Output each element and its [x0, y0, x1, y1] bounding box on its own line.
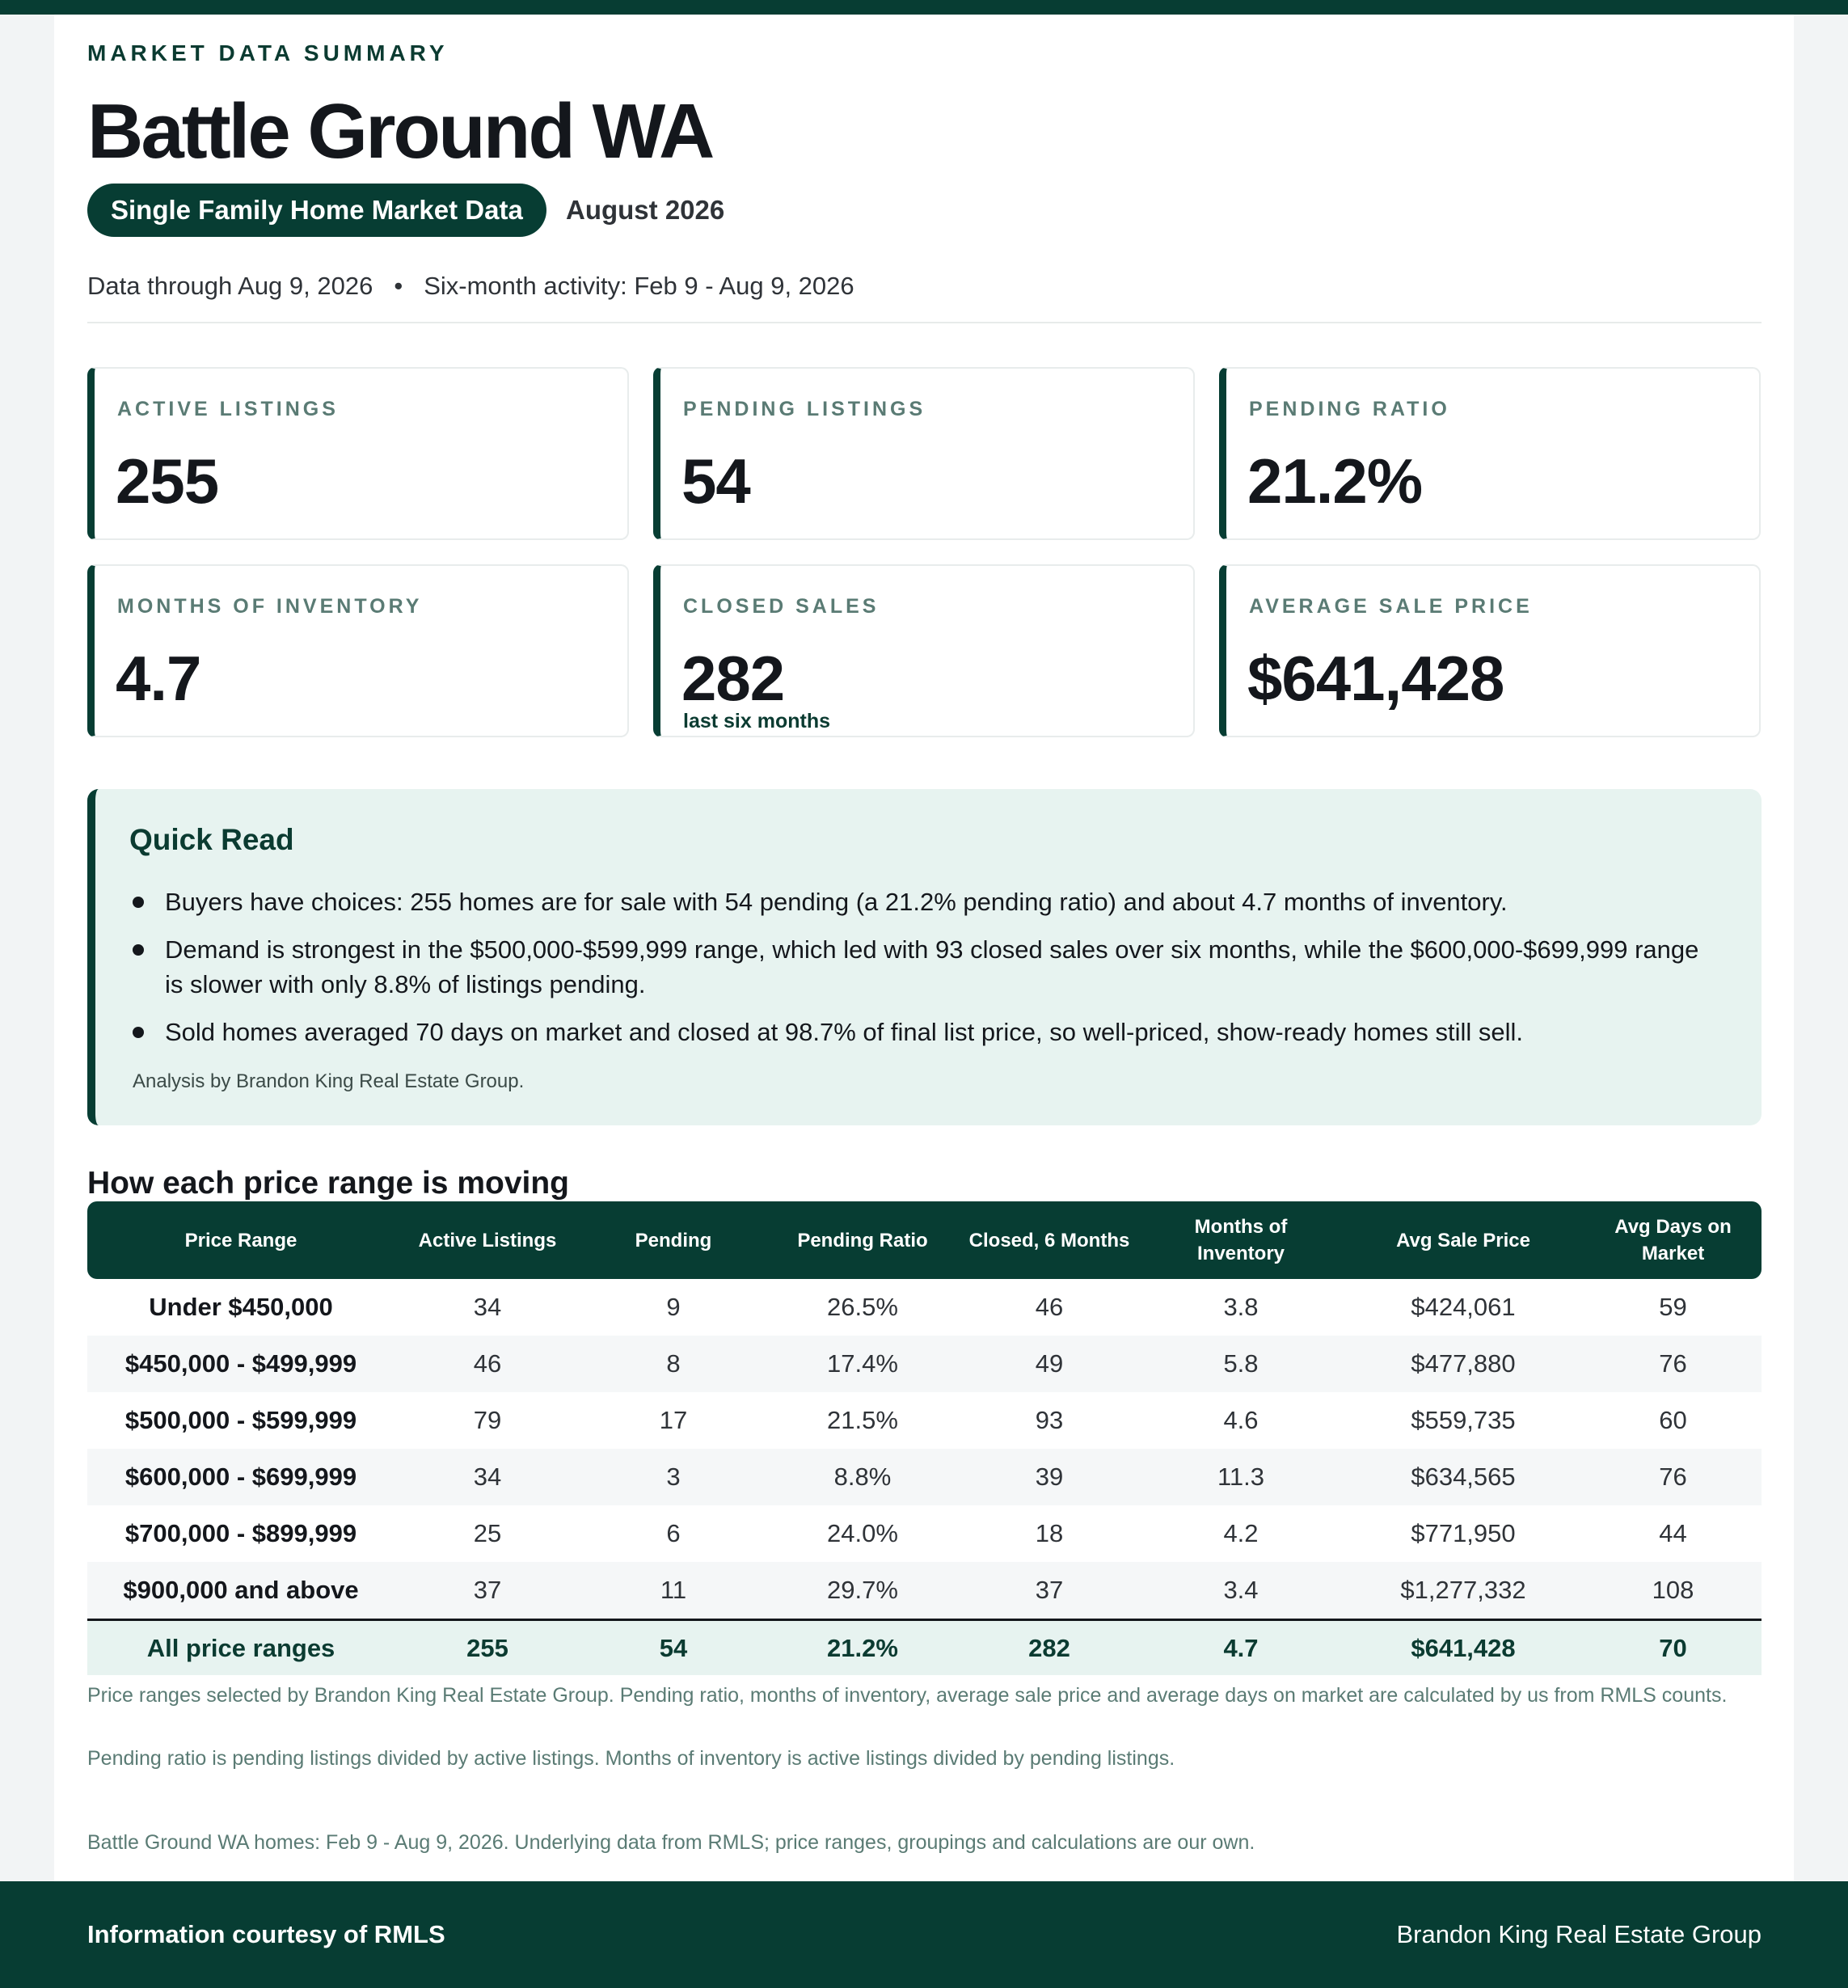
table-cell: 3: [666, 1463, 681, 1491]
table-cell: 9: [666, 1293, 681, 1321]
column-header: Avg Days on Market: [1614, 1216, 1732, 1264]
table-note-definitions: Pending ratio is pending listings divided by active listings. Months of inventory is active listings divided by pending listings.: [87, 1747, 1175, 1770]
stat-subtext: last six months: [683, 710, 830, 732]
table-cell: 93: [1035, 1406, 1064, 1434]
table-cell: 17: [659, 1406, 688, 1434]
stat-value: $641,428: [1247, 643, 1504, 714]
stat-card-pending-listings: [653, 367, 1195, 540]
stat-card-active-listings: [87, 367, 629, 540]
analysis-credit: Analysis by Brandon King Real Estate Group.: [133, 1070, 525, 1092]
footer-brokerage-name: Brandon King Real Estate Group: [1396, 1920, 1762, 1948]
stat-label: CLOSED SALES: [683, 595, 880, 618]
price-range-cell: $600,000 - $699,999: [124, 1463, 357, 1491]
price-range-table: [87, 1201, 1762, 1675]
quick-read-bullet: Buyers have choices: 255 homes are for sale with 54 pending (a 21.2% pending ratio) and about 4.7 months of inventory.: [129, 884, 1714, 919]
source-note: Battle Ground WA homes: Feb 9 - Aug 9, 2026. Underlying data from RMLS; price ranges, groupings and calculations are our own.: [87, 1831, 1255, 1854]
table-header-row: [87, 1201, 1762, 1279]
stat-value: 4.7: [116, 643, 201, 714]
table-cell: 34: [473, 1293, 502, 1321]
table-cell: 39: [1035, 1463, 1064, 1491]
table-cell: 8.8%: [833, 1463, 892, 1491]
stat-label: ACTIVE LISTINGS: [117, 398, 339, 420]
table-cell: 54: [659, 1633, 688, 1662]
column-header: Months of Inventory: [1194, 1216, 1288, 1264]
table-cell: $424,061: [1411, 1293, 1516, 1321]
table-cell: 79: [473, 1406, 502, 1434]
table-cell: 11: [660, 1576, 687, 1604]
stat-card-months-of-inventory: [87, 564, 629, 737]
quick-read-title: Quick Read: [129, 823, 294, 856]
quick-read-list: [129, 884, 1714, 1062]
table-cell: 4.7: [1223, 1633, 1259, 1662]
market-type-pill: Single Family Home Market Data: [87, 184, 546, 237]
table-note-methodology: Price ranges selected by Brandon King Real Estate Group. Pending ratio, months of inventory, average sale price and average days on market are calculated by us from RMLS counts.: [87, 1684, 1728, 1707]
table-cell: 29.7%: [827, 1576, 898, 1604]
price-range-cell: $450,000 - $499,999: [124, 1349, 357, 1378]
table-cell: 34: [473, 1463, 502, 1491]
table-cell: 5.8: [1223, 1349, 1259, 1378]
eyebrow-label: MARKET DATA SUMMARY: [87, 40, 449, 65]
price-range-cell: $900,000 and above: [123, 1576, 359, 1604]
table-title: How each price range is moving: [87, 1166, 570, 1201]
table-cell: 25: [473, 1519, 502, 1547]
header-divider: [87, 322, 1762, 323]
table-cell: $641,428: [1411, 1633, 1516, 1662]
stat-card-pending-ratio: [1219, 367, 1761, 540]
stat-label: MONTHS OF INVENTORY: [117, 595, 423, 618]
table-row: [87, 1449, 1762, 1505]
table-cell: 44: [1659, 1519, 1687, 1547]
column-header: Price Range: [184, 1229, 297, 1251]
column-header: Avg Sale Price: [1396, 1229, 1530, 1251]
data-through-text: Data through Aug 9, 2026: [87, 272, 373, 300]
quick-read-bullet: Demand is strongest in the $500,000-$599,999 range, which led with 93 closed sales over six months, while the $600,000-$699,999 range is slower with only 8.8% of listings pending.: [129, 932, 1714, 1002]
stat-label: AVERAGE SALE PRICE: [1249, 595, 1533, 618]
table-cell: $1,277,332: [1400, 1576, 1526, 1604]
top-accent-bar: [0, 0, 1848, 15]
table-cell: 8: [666, 1349, 681, 1378]
table-row: [87, 1336, 1762, 1392]
table-cell: 49: [1035, 1349, 1064, 1378]
table-row: [87, 1505, 1762, 1562]
table-cell: 255: [466, 1633, 508, 1662]
table-cell: 37: [1035, 1576, 1064, 1604]
stat-value: 21.2%: [1247, 445, 1423, 517]
report-sheet: [54, 15, 1794, 1881]
stat-value: 54: [681, 445, 750, 517]
table-cell: 46: [1035, 1293, 1064, 1321]
table-cell: 4.6: [1223, 1406, 1259, 1434]
table-cell: 26.5%: [827, 1293, 898, 1321]
table-cell: 76: [1659, 1349, 1687, 1378]
meta-separator: •: [394, 272, 403, 300]
stat-card-average-sale-price: [1219, 564, 1761, 737]
data-range-meta: [87, 272, 854, 301]
column-header: Pending: [635, 1229, 712, 1251]
table-cell: 17.4%: [827, 1349, 898, 1378]
table-body: [87, 1279, 1762, 1675]
table-cell: 60: [1659, 1406, 1687, 1434]
table-cell: $477,880: [1411, 1349, 1516, 1378]
table-cell: 108: [1652, 1576, 1694, 1604]
table-cell: 37: [473, 1576, 502, 1604]
table-cell: $771,950: [1411, 1519, 1516, 1547]
table-cell: 21.5%: [827, 1406, 898, 1434]
page-title: Battle Ground WA: [87, 88, 713, 175]
column-header: Active Listings: [418, 1229, 557, 1251]
table-cell: 18: [1035, 1519, 1064, 1547]
table-cell: 21.2%: [827, 1633, 898, 1662]
stat-value: 255: [116, 445, 219, 517]
table-cell: 3.4: [1223, 1576, 1259, 1604]
stat-label: PENDING LISTINGS: [683, 398, 926, 420]
table-cell: $634,565: [1411, 1463, 1516, 1491]
price-range-cell: $700,000 - $899,999: [124, 1519, 357, 1547]
table-row: [87, 1279, 1762, 1336]
table-cell: $559,735: [1411, 1406, 1516, 1434]
price-range-cell: Under $450,000: [149, 1293, 333, 1321]
table-cell: 46: [473, 1349, 502, 1378]
table-cell: 282: [1028, 1633, 1070, 1662]
price-range-cell: $500,000 - $599,999: [124, 1406, 357, 1434]
table-cell: 59: [1659, 1293, 1687, 1321]
stat-card-closed-sales: [653, 564, 1195, 737]
column-header: Pending Ratio: [797, 1229, 928, 1251]
quick-read-panel: [87, 789, 1762, 1125]
column-header: Closed, 6 Months: [968, 1229, 1130, 1251]
table-cell: 76: [1659, 1463, 1687, 1491]
quick-read-bullet: Sold homes averaged 70 days on market and closed at 98.7% of final list price, so well-priced, show-ready homes still sell.: [129, 1015, 1714, 1049]
table-cell: 4.2: [1223, 1519, 1259, 1547]
stat-label: PENDING RATIO: [1249, 398, 1450, 420]
table-row: [87, 1562, 1762, 1619]
stat-value: 282: [681, 643, 785, 714]
footer-source-credit: Information courtesy of RMLS: [87, 1920, 445, 1948]
report-month: August 2026: [566, 195, 725, 225]
table-cell: 11.3: [1217, 1463, 1265, 1491]
price-range-cell: All price ranges: [146, 1633, 335, 1662]
footer-bar: [0, 1881, 1848, 1988]
activity-range-text: Six-month activity: Feb 9 - Aug 9, 2026: [424, 272, 854, 300]
table-total-row: [87, 1619, 1762, 1675]
table-cell: 3.8: [1223, 1293, 1259, 1321]
table-cell: 70: [1659, 1633, 1687, 1662]
table-cell: 6: [666, 1519, 681, 1547]
table-cell: 24.0%: [827, 1519, 898, 1547]
table-row: [87, 1392, 1762, 1449]
